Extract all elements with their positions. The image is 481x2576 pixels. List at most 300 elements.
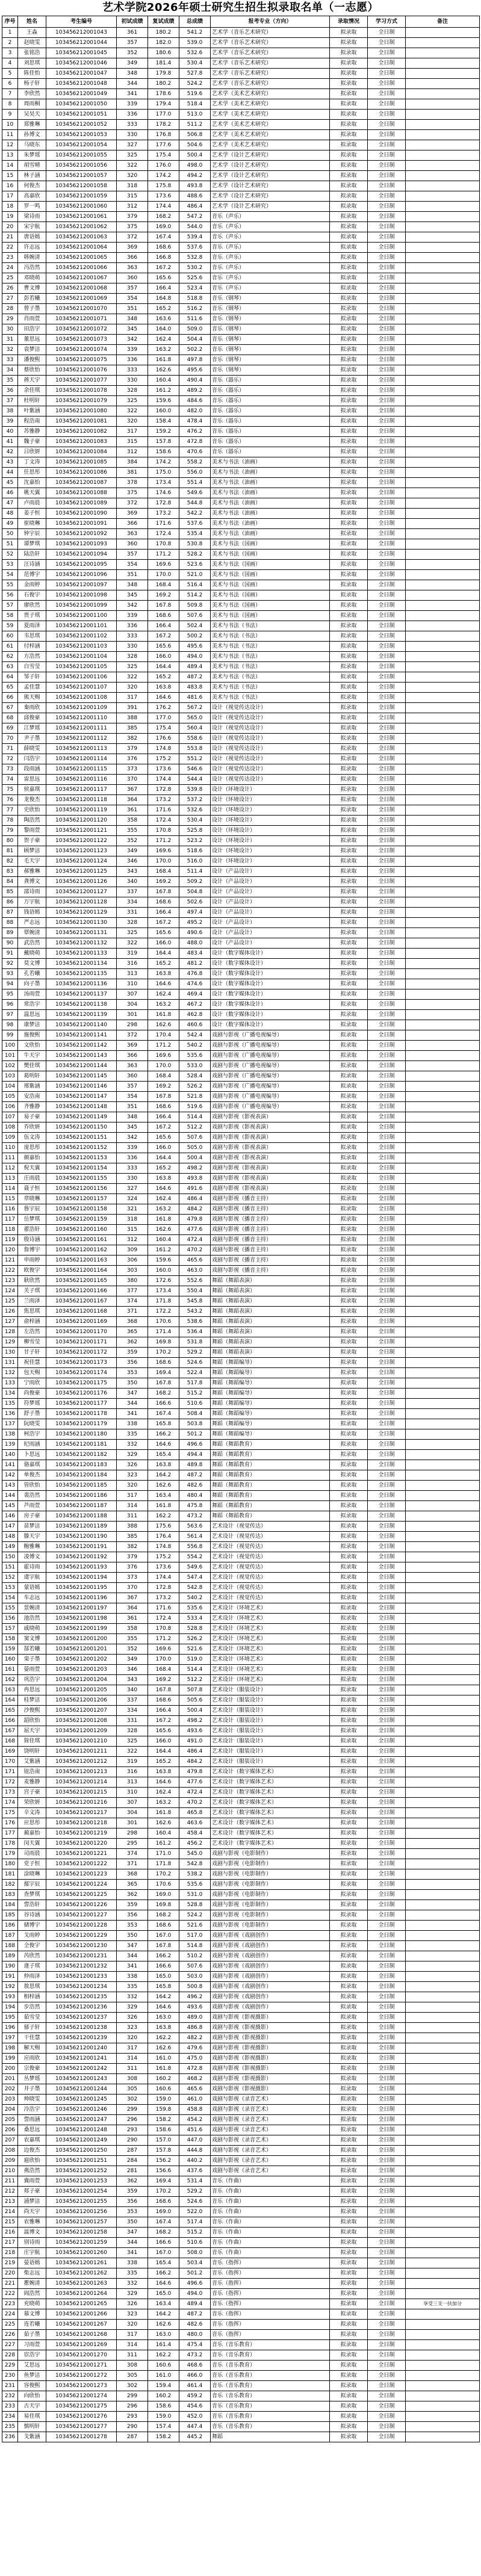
cell-initial-score: 336: [117, 110, 148, 120]
cell-remark: [406, 2422, 480, 2432]
cell-remark: [406, 2412, 480, 2422]
cell-remark: [406, 110, 480, 120]
cell-retest-score: 168.4: [148, 1665, 179, 1675]
cell-initial-score: 362: [117, 2176, 148, 2187]
cell-exam-id: 103456212001147: [46, 1092, 117, 1102]
cell-index: 89: [2, 928, 18, 938]
cell-total-score: 504.6: [179, 140, 211, 150]
cell-total-score: 451.6: [179, 2125, 211, 2135]
cell-major: 戏剧与影视（影视表演）: [211, 1122, 330, 1133]
cell-total-score: 550.4: [179, 1286, 211, 1296]
cell-study-mode: 全日制: [368, 427, 406, 437]
cell-index: 78: [2, 816, 18, 826]
cell-initial-score: 318: [117, 1215, 148, 1225]
cell-retest-score: 164.4: [148, 949, 179, 959]
cell-exam-id: 103456212001127: [46, 887, 117, 897]
cell-remark: [406, 232, 480, 243]
cell-initial-score: 339: [117, 611, 148, 621]
cell-retest-score: 180.6: [148, 48, 179, 58]
cell-study-mode: 全日制: [368, 529, 406, 539]
cell-name: 肖雨萱: [18, 314, 46, 324]
cell-study-mode: 全日制: [368, 2381, 406, 2391]
cell-status: 拟录取: [330, 2084, 368, 2095]
cell-study-mode: 全日制: [368, 2207, 406, 2217]
cell-name: 沙俊熙: [18, 1706, 46, 1716]
cell-exam-id: 103456212001214: [46, 1777, 117, 1788]
cell-total-score: 458.8: [179, 2105, 211, 2115]
cell-major: 美术与书法（国画）: [211, 539, 330, 550]
table-row: [2, 1808, 480, 1818]
cell-major: 舞蹈（舞蹈编导）: [211, 1409, 330, 1419]
table-row: [2, 826, 480, 836]
cell-major: 音乐（音乐教育）: [211, 2401, 330, 2412]
table-row: [2, 427, 480, 437]
table-row: [2, 1082, 480, 1092]
table-row: [2, 294, 480, 304]
cell-status: 拟录取: [330, 1307, 368, 1317]
cell-study-mode: 全日制: [368, 161, 406, 171]
cell-initial-score: 323: [117, 2309, 148, 2320]
cell-index: 48: [2, 509, 18, 519]
cell-study-mode: 全日制: [368, 1000, 406, 1010]
cell-total-score: 503.4: [179, 2258, 211, 2268]
cell-study-mode: 全日制: [368, 989, 406, 1000]
cell-initial-score: 326: [117, 2299, 148, 2309]
table-row: [2, 867, 480, 877]
cell-index: 101: [2, 1051, 18, 1061]
cell-initial-score: 351: [117, 570, 148, 580]
table-row: [2, 2002, 480, 2013]
cell-status: 拟录取: [330, 775, 368, 785]
table-row: [2, 1481, 480, 1491]
cell-status: 拟录取: [330, 2146, 368, 2156]
cell-total-score: 506.8: [179, 130, 211, 140]
cell-major: 艺术学（音乐艺术研究）: [211, 58, 330, 69]
cell-study-mode: 全日制: [368, 1389, 406, 1399]
cell-index: 149: [2, 1542, 18, 1552]
cell-exam-id: 103456212001089: [46, 498, 117, 509]
cell-status: 拟录取: [330, 447, 368, 457]
cell-study-mode: 全日制: [368, 816, 406, 826]
cell-study-mode: 全日制: [368, 79, 406, 89]
cell-retest-score: 170.2: [148, 2187, 179, 2197]
cell-total-score: 539.8: [179, 785, 211, 795]
cell-total-score: 529.2: [179, 2187, 211, 2197]
cell-name: 舒子墨: [18, 1409, 46, 1419]
cell-initial-score: 342: [117, 601, 148, 611]
cell-study-mode: 全日制: [368, 1061, 406, 1071]
cell-status: 拟录取: [330, 2013, 368, 2023]
cell-initial-score: 334: [117, 1706, 148, 1716]
cell-index: 18: [2, 202, 18, 212]
table-row: [2, 1133, 480, 1143]
table-row: [2, 713, 480, 723]
cell-total-score: 493.6: [179, 2002, 211, 2013]
cell-index: 140: [2, 1450, 18, 1460]
cell-exam-id: 103456212001230: [46, 1941, 117, 1951]
cell-remark: [406, 48, 480, 58]
cell-remark: [406, 703, 480, 713]
cell-status: 拟录取: [330, 1644, 368, 1655]
cell-index: 15: [2, 171, 18, 181]
cell-remark: [406, 1184, 480, 1194]
cell-remark: [406, 826, 480, 836]
table-row: [2, 836, 480, 846]
cell-exam-id: 103456212001169: [46, 1317, 117, 1327]
cell-major: 戏剧与影视（影视表演）: [211, 1153, 330, 1163]
cell-initial-score: 341: [117, 89, 148, 99]
cell-total-score: 495.6: [179, 642, 211, 652]
cell-total-score: 503.0: [179, 1972, 211, 1982]
cell-total-score: 473.2: [179, 1511, 211, 1522]
cell-index: 194: [2, 2002, 18, 2013]
cell-study-mode: 全日制: [368, 805, 406, 816]
cell-retest-score: 170.6: [148, 1880, 179, 1890]
cell-exam-id: 103456212001137: [46, 989, 117, 1000]
cell-initial-score: 343: [117, 867, 148, 877]
cell-retest-score: 158.2: [148, 2115, 179, 2125]
cell-retest-score: 169.2: [148, 1675, 179, 1685]
cell-retest-score: 164.4: [148, 662, 179, 672]
cell-remark: [406, 744, 480, 754]
cell-status: 拟录取: [330, 754, 368, 764]
cell-status: 拟录取: [330, 1317, 368, 1327]
cell-index: 67: [2, 703, 18, 713]
cell-remark: [406, 2381, 480, 2391]
cell-index: 108: [2, 1122, 18, 1133]
cell-name: 朱梦瑶: [18, 150, 46, 161]
cell-name: 晏雨萱: [18, 1665, 46, 1675]
cell-exam-id: 103456212001188: [46, 1511, 117, 1522]
cell-major: 戏剧与影视（戏剧创作）: [211, 2002, 330, 2013]
cell-major: 设计（产品设计）: [211, 897, 330, 908]
cell-total-score: 498.0: [179, 161, 211, 171]
cell-status: 拟录取: [330, 785, 368, 795]
cell-index: 224: [2, 2309, 18, 2320]
cell-major: 艺术学（美术艺术研究）: [211, 120, 330, 130]
cell-exam-id: 103456212001232: [46, 1961, 117, 1972]
cell-status: 拟录取: [330, 335, 368, 345]
cell-remark: [406, 2105, 480, 2115]
cell-index: 43: [2, 457, 18, 468]
cell-major: 艺术学（设计艺术研究）: [211, 150, 330, 161]
cell-initial-score: 384: [117, 457, 148, 468]
cell-major: 音乐（钢琴）: [211, 345, 330, 355]
cell-retest-score: 160.4: [148, 1235, 179, 1245]
cell-retest-score: 171.8: [148, 1859, 179, 1869]
cell-initial-score: 287: [117, 2432, 148, 2442]
cell-exam-id: 103456212001198: [46, 1614, 117, 1624]
cell-retest-score: 158.6: [148, 2125, 179, 2135]
table-row: [2, 161, 480, 171]
cell-initial-score: 322: [117, 938, 148, 949]
cell-retest-score: 166.0: [148, 1736, 179, 1747]
cell-initial-score: 365: [117, 1880, 148, 1890]
cell-status: 拟录取: [330, 1716, 368, 1726]
cell-major: 音乐（指挥）: [211, 2309, 330, 2320]
cell-exam-id: 103456212001125: [46, 867, 117, 877]
cell-study-mode: 全日制: [368, 335, 406, 345]
cell-name: 桑思远: [18, 2125, 46, 2135]
cell-remark: [406, 212, 480, 222]
cell-total-score: 486.4: [179, 202, 211, 212]
cell-name: 安浩南: [18, 1092, 46, 1102]
cell-name: 宋宇航: [18, 222, 46, 232]
cell-index: 178: [2, 1839, 18, 1849]
cell-major: 设计（数字媒体设计）: [211, 979, 330, 989]
cell-major: 戏剧与影视（播音主持）: [211, 1204, 330, 1215]
cell-retest-score: 159.4: [148, 2381, 179, 2391]
cell-remark: [406, 2033, 480, 2043]
cell-exam-id: 103456212001050: [46, 99, 117, 110]
cell-index: 131: [2, 1358, 18, 1368]
cell-index: 74: [2, 775, 18, 785]
cell-retest-score: 157.4: [148, 2422, 179, 2432]
cell-study-mode: 全日制: [368, 1450, 406, 1460]
cell-name: 窦文博: [18, 1634, 46, 1644]
cell-retest-score: 166.0: [148, 652, 179, 662]
cell-name: 应思彤: [18, 1818, 46, 1828]
table-row: [2, 1327, 480, 1337]
cell-status: 拟录取: [330, 1931, 368, 1941]
cell-remark: [406, 89, 480, 99]
cell-study-mode: 全日制: [368, 1552, 406, 1562]
cell-status: 拟录取: [330, 2156, 368, 2166]
cell-total-score: 542.8: [179, 1583, 211, 1593]
table-row: [2, 1706, 480, 1716]
cell-status: 拟录取: [330, 1378, 368, 1389]
table-row: [2, 1665, 480, 1675]
cell-major: 舞蹈: [211, 2432, 330, 2442]
cell-exam-id: 103456212001226: [46, 1900, 117, 1910]
cell-total-score: 472.8: [179, 2064, 211, 2074]
cell-name: 逄子琪: [18, 1961, 46, 1972]
cell-name: 顾梦洁: [18, 846, 46, 856]
table-row: [2, 2350, 480, 2361]
cell-exam-id: 103456212001081: [46, 416, 117, 427]
cell-name: 樊佳琪: [18, 1061, 46, 1071]
cell-name: 蒋天宇: [18, 376, 46, 386]
cell-total-score: 553.8: [179, 744, 211, 754]
cell-name: 戚晓萌: [18, 1624, 46, 1634]
cell-status: 拟录取: [330, 1685, 368, 1695]
table-row: [2, 457, 480, 468]
cell-retest-score: 160.2: [148, 2391, 179, 2401]
cell-total-score: 528.2: [179, 550, 211, 560]
cell-initial-score: 341: [117, 1961, 148, 1972]
cell-study-mode: 全日制: [368, 324, 406, 335]
cell-initial-score: 320: [117, 171, 148, 181]
cell-index: 65: [2, 683, 18, 693]
cell-exam-id: 103456212001109: [46, 703, 117, 713]
cell-major: 设计（环境设计）: [211, 795, 330, 805]
table-row: [2, 1931, 480, 1941]
cell-total-score: 482.0: [179, 406, 211, 416]
cell-status: 拟录取: [330, 79, 368, 89]
cell-index: 124: [2, 1286, 18, 1296]
cell-retest-score: 156.6: [148, 2166, 179, 2176]
cell-retest-score: 165.6: [148, 928, 179, 938]
cell-major: 美术与书法（国画）: [211, 570, 330, 580]
cell-total-score: 542.2: [179, 509, 211, 519]
cell-initial-score: 360: [117, 539, 148, 550]
table-row: [2, 1624, 480, 1634]
cell-exam-id: 103456212001057: [46, 171, 117, 181]
cell-exam-id: 103456212001045: [46, 48, 117, 58]
cell-remark: [406, 1511, 480, 1522]
cell-remark: [406, 2238, 480, 2248]
cell-initial-score: 336: [117, 1153, 148, 1163]
cell-total-score: 565.0: [179, 713, 211, 723]
cell-retest-score: 176.2: [148, 703, 179, 713]
cell-study-mode: 全日制: [368, 590, 406, 601]
cell-index: 150: [2, 1552, 18, 1562]
cell-total-score: 472.8: [179, 437, 211, 447]
cell-index: 195: [2, 2013, 18, 2023]
cell-status: 拟录取: [330, 570, 368, 580]
cell-name: 虞宇航: [18, 1573, 46, 1583]
cell-index: 4: [2, 58, 18, 69]
cell-initial-score: 350: [117, 2217, 148, 2228]
cell-name: 兰雨泽: [18, 1296, 46, 1307]
cell-index: 104: [2, 1082, 18, 1092]
cell-status: 拟录取: [330, 1225, 368, 1235]
cell-remark: [406, 1972, 480, 1982]
cell-index: 34: [2, 365, 18, 376]
cell-status: 拟录取: [330, 1972, 368, 1982]
cell-remark: [406, 294, 480, 304]
cell-exam-id: 103456212001141: [46, 1030, 117, 1041]
cell-remark: [406, 2391, 480, 2401]
cell-status: 拟录取: [330, 427, 368, 437]
cell-major: 舞蹈（舞蹈表演）: [211, 1286, 330, 1296]
cell-status: 拟录取: [330, 509, 368, 519]
cell-total-score: 488.6: [179, 191, 211, 202]
cell-initial-score: 302: [117, 2381, 148, 2391]
cell-name: 纪雨涵: [18, 1440, 46, 1450]
cell-remark: [406, 1225, 480, 1235]
cell-retest-score: 158.6: [148, 2401, 179, 2412]
cell-initial-score: 352: [117, 836, 148, 846]
cell-exam-id: 103456212001166: [46, 1286, 117, 1296]
cell-status: 拟录取: [330, 908, 368, 918]
cell-study-mode: 全日制: [368, 550, 406, 560]
cell-index: 182: [2, 1880, 18, 1890]
cell-remark: [406, 1562, 480, 1573]
cell-total-score: 468.2: [179, 2074, 211, 2084]
cell-status: 拟录取: [330, 2074, 368, 2084]
cell-study-mode: 全日制: [368, 273, 406, 283]
cell-study-mode: 全日制: [368, 2350, 406, 2361]
cell-status: 拟录取: [330, 816, 368, 826]
cell-exam-id: 103456212001066: [46, 263, 117, 273]
cell-study-mode: 全日制: [368, 140, 406, 150]
cell-study-mode: 全日制: [368, 1460, 406, 1470]
cell-major: 音乐（作曲）: [211, 2197, 330, 2207]
cell-retest-score: 163.0: [148, 2330, 179, 2340]
cell-total-score: 526.2: [179, 1634, 211, 1644]
cell-initial-score: 379: [117, 744, 148, 754]
cell-remark: [406, 938, 480, 949]
cell-major: 音乐（钢琴）: [211, 365, 330, 376]
cell-total-score: 516.2: [179, 304, 211, 314]
cell-exam-id: 103456212001106: [46, 672, 117, 683]
cell-name: 陆浩轩: [18, 550, 46, 560]
cell-initial-score: 323: [117, 1470, 148, 1481]
cell-total-score: 519.0: [179, 1655, 211, 1665]
cell-index: 208: [2, 2146, 18, 2156]
cell-study-mode: 全日制: [368, 406, 406, 416]
cell-major: 艺术设计（服装设计）: [211, 1706, 330, 1716]
cell-major: 艺术设计（视觉传达）: [211, 1593, 330, 1603]
cell-major: 戏剧与影视（电影制作）: [211, 1900, 330, 1910]
cell-major: 戏剧与影视（戏剧创作）: [211, 1992, 330, 2002]
cell-retest-score: 162.6: [148, 1225, 179, 1235]
cell-status: 拟录取: [330, 1552, 368, 1562]
cell-major: 舞蹈（舞蹈表演）: [211, 1337, 330, 1348]
cell-index: 171: [2, 1767, 18, 1777]
cell-status: 拟录取: [330, 1061, 368, 1071]
cell-exam-id: 103456212001078: [46, 386, 117, 396]
cell-status: 拟录取: [330, 1020, 368, 1030]
cell-index: 229: [2, 2361, 18, 2371]
cell-major: 戏剧与影视（播音主持）: [211, 1194, 330, 1204]
cell-major: 音乐（音乐教育）: [211, 2412, 330, 2422]
cell-name: 霍诗雨: [18, 1562, 46, 1573]
cell-study-mode: 全日制: [368, 1133, 406, 1143]
cell-retest-score: 167.8: [148, 1685, 179, 1695]
table-row: [2, 58, 480, 69]
cell-exam-id: 103456212001264: [46, 2289, 117, 2299]
cell-exam-id: 103456212001088: [46, 488, 117, 498]
cell-remark: [406, 764, 480, 775]
cell-exam-id: 103456212001202: [46, 1655, 117, 1665]
cell-study-mode: 全日制: [368, 304, 406, 314]
cell-index: 128: [2, 1327, 18, 1337]
table-row: [2, 1378, 480, 1389]
cell-total-score: 514.8: [179, 1941, 211, 1951]
cell-index: 201: [2, 2074, 18, 2084]
cell-exam-id: 103456212001077: [46, 376, 117, 386]
cell-initial-score: 317: [117, 2330, 148, 2340]
table-row: [2, 1030, 480, 1041]
cell-major: 设计（数字媒体设计）: [211, 1010, 330, 1020]
cell-retest-score: 167.8: [148, 887, 179, 897]
cell-index: 216: [2, 2228, 18, 2238]
cell-major: 美术与书法（油画）: [211, 529, 330, 539]
table-row: [2, 642, 480, 652]
cell-index: 162: [2, 1675, 18, 1685]
cell-study-mode: 全日制: [368, 437, 406, 447]
cell-study-mode: 全日制: [368, 1900, 406, 1910]
cell-major: 艺术学（设计艺术研究）: [211, 181, 330, 191]
cell-exam-id: 103456212001143: [46, 1051, 117, 1061]
cell-major: 戏剧与影视（录音艺术）: [211, 2105, 330, 2115]
cell-study-mode: 全日制: [368, 1122, 406, 1133]
cell-total-score: 521.6: [179, 1644, 211, 1655]
cell-name: 茹子墨: [18, 2330, 46, 2340]
cell-status: 拟录取: [330, 468, 368, 478]
cell-total-score: 558.2: [179, 457, 211, 468]
cell-index: 5: [2, 69, 18, 79]
cell-index: 186: [2, 1921, 18, 1931]
cell-index: 157: [2, 1624, 18, 1634]
cell-retest-score: 172.8: [148, 1583, 179, 1593]
cell-name: 龚博文: [18, 877, 46, 887]
cell-remark: [406, 2207, 480, 2217]
cell-retest-score: 177.0: [148, 110, 179, 120]
cell-remark: [406, 1573, 480, 1583]
